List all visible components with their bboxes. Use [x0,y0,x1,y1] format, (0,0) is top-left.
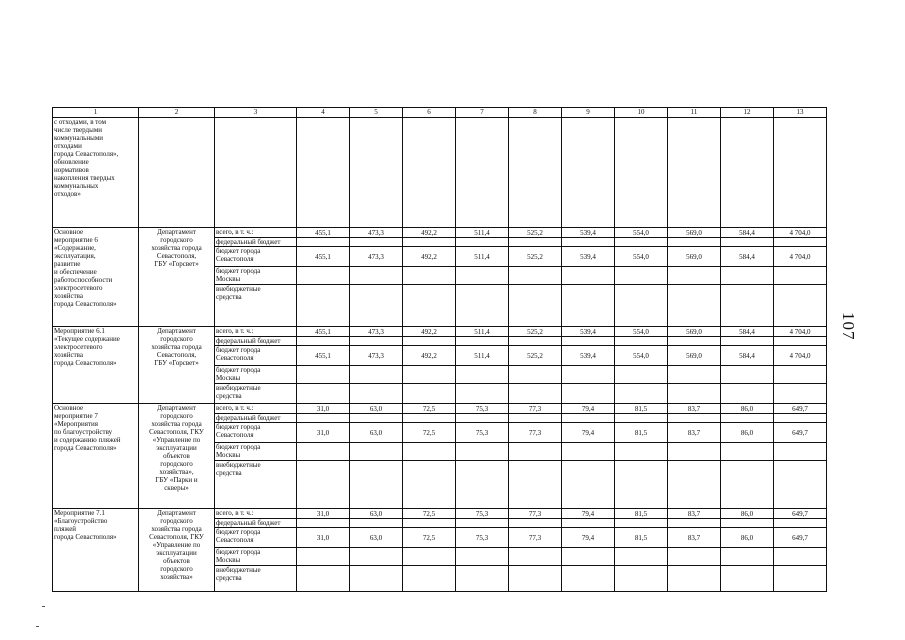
value-cell: 492,2 [403,327,456,337]
header-cell: 12 [721,108,774,118]
table-row [53,509,827,519]
value-cell [721,443,774,461]
value-cell [456,285,509,327]
value-cell [297,238,350,247]
value-cell [615,337,668,346]
funding-source-cell: федеральный бюджет [215,414,297,423]
table-row [53,404,827,414]
value-cell: 539,4 [562,346,615,366]
empty-cell [615,118,668,228]
value-cell: 539,4 [562,228,615,238]
value-cell [562,519,615,528]
value-cell [403,414,456,423]
value-cell: 4 704,0 [774,327,827,337]
value-cell [456,461,509,509]
value-cell: 79,4 [562,509,615,519]
funding-source-cell: бюджет города Москвы [215,443,297,461]
value-cell: 584,4 [721,247,774,267]
value-cell: 72,5 [403,509,456,519]
value-cell [615,267,668,285]
value-cell [668,384,721,404]
value-cell [615,461,668,509]
value-cell [509,566,562,592]
value-cell: 81,5 [615,509,668,519]
value-cell: 86,0 [721,509,774,519]
value-cell [297,285,350,327]
value-cell [562,285,615,327]
value-cell: 31,0 [297,509,350,519]
funding-source-cell: бюджет города Севастополя [215,528,297,548]
header-cell: 1 [53,108,139,118]
value-cell [509,548,562,566]
value-cell: 75,3 [456,423,509,443]
value-cell [668,519,721,528]
value-cell: 455,1 [297,247,350,267]
value-cell: 511,4 [456,247,509,267]
value-cell: 473,3 [350,327,403,337]
funding-source-cell: бюджет города Севастополя [215,423,297,443]
value-cell: 81,5 [615,404,668,414]
value-cell: 75,3 [456,528,509,548]
value-cell: 4 704,0 [774,228,827,238]
header-cell: 11 [668,108,721,118]
value-cell [562,366,615,384]
value-cell [774,238,827,247]
value-cell [297,337,350,346]
value-cell: 649,7 [774,423,827,443]
value-cell: 649,7 [774,509,827,519]
empty-cell [403,118,456,228]
value-cell [721,238,774,247]
table-row [53,327,827,337]
empty-cell [297,118,350,228]
header-cell: 5 [350,108,403,118]
value-cell: 455,1 [297,327,350,337]
value-cell: 569,0 [668,346,721,366]
value-cell [774,366,827,384]
value-cell: 77,3 [509,404,562,414]
funding-source-cell: федеральный бюджет [215,337,297,346]
value-cell: 86,0 [721,423,774,443]
funding-source-cell: бюджет города Москвы [215,548,297,566]
value-cell [403,238,456,247]
executor-cell: Департамент городского хозяйства города Севастополя, ГКУ «Управление по эксплуатации объектов городского хозяйства» [139,509,215,592]
header-cell: 8 [509,108,562,118]
scan-mark [42,606,45,607]
value-cell [509,337,562,346]
value-cell [456,366,509,384]
funding-source-cell: бюджет города Севастополя [215,247,297,267]
value-cell [403,548,456,566]
value-cell [774,461,827,509]
value-cell [297,267,350,285]
funding-source-cell: федеральный бюджет [215,519,297,528]
value-cell [668,443,721,461]
value-cell [774,443,827,461]
value-cell: 525,2 [509,346,562,366]
value-cell: 83,7 [668,528,721,548]
value-cell [721,461,774,509]
value-cell: 79,4 [562,423,615,443]
value-cell [456,566,509,592]
value-cell: 539,4 [562,247,615,267]
value-cell: 83,7 [668,509,721,519]
value-cell [350,384,403,404]
value-cell: 72,5 [403,423,456,443]
value-cell: 511,4 [456,346,509,366]
value-cell [350,548,403,566]
activity-cell: Основное мероприятие 6 «Содержание, эксплуатация, развитие и обеспечение работоспособности электросетевого хозяйства города Севастополя» [53,228,139,327]
value-cell: 86,0 [721,404,774,414]
value-cell: 31,0 [297,528,350,548]
header-cell: 6 [403,108,456,118]
value-cell [615,566,668,592]
value-cell [774,414,827,423]
value-cell [721,366,774,384]
value-cell [350,238,403,247]
value-cell [562,384,615,404]
value-cell [350,337,403,346]
value-cell [297,548,350,566]
value-cell [350,414,403,423]
funding-source-cell: внебюджетные средства [215,461,297,509]
activity-cell: Мероприятие 6.1 «Текущее содержание электросетевого хозяйства города Севастополя» [53,327,139,404]
value-cell: 81,5 [615,528,668,548]
value-cell [297,519,350,528]
value-cell [509,443,562,461]
value-cell [774,548,827,566]
empty-cell [139,118,215,228]
value-cell [615,285,668,327]
value-cell [403,384,456,404]
value-cell [403,337,456,346]
empty-cell [350,118,403,228]
value-cell [403,285,456,327]
value-cell: 554,0 [615,247,668,267]
value-cell: 554,0 [615,346,668,366]
value-cell [562,461,615,509]
header-row [53,108,827,118]
value-cell: 492,2 [403,228,456,238]
value-cell [456,238,509,247]
value-cell [562,337,615,346]
value-cell [509,384,562,404]
value-cell [774,267,827,285]
value-cell: 649,7 [774,404,827,414]
header-cell: 10 [615,108,668,118]
value-cell [509,267,562,285]
value-cell [350,519,403,528]
value-cell [403,366,456,384]
value-cell: 77,3 [509,528,562,548]
funding-source-cell: бюджет города Москвы [215,267,297,285]
funding-source-cell: бюджет города Москвы [215,366,297,384]
value-cell [615,519,668,528]
empty-cell [456,118,509,228]
value-cell [721,566,774,592]
value-cell [615,443,668,461]
value-cell [774,566,827,592]
header-cell: 3 [215,108,297,118]
value-cell [562,443,615,461]
header-cell: 13 [774,108,827,118]
value-cell: 455,1 [297,346,350,366]
value-cell [668,238,721,247]
value-cell: 83,7 [668,423,721,443]
value-cell [456,519,509,528]
funding-source-cell: внебюджетные средства [215,285,297,327]
value-cell [668,548,721,566]
value-cell: 554,0 [615,228,668,238]
empty-cell [562,118,615,228]
value-cell: 4 704,0 [774,247,827,267]
value-cell: 511,4 [456,228,509,238]
value-cell [456,548,509,566]
value-cell [562,238,615,247]
empty-cell [215,118,297,228]
value-cell [668,566,721,592]
value-cell: 31,0 [297,404,350,414]
value-cell: 77,3 [509,423,562,443]
value-cell: 569,0 [668,327,721,337]
value-cell [297,384,350,404]
value-cell: 584,4 [721,346,774,366]
value-cell [721,519,774,528]
empty-cell [668,118,721,228]
value-cell [297,414,350,423]
value-cell [403,461,456,509]
executor-cell: Департамент городского хозяйства города Севастополя, ГБУ «Горсвет» [139,327,215,404]
value-cell: 584,4 [721,228,774,238]
value-cell: 492,2 [403,247,456,267]
value-cell: 584,4 [721,327,774,337]
value-cell: 473,3 [350,247,403,267]
funding-source-cell: всего, в т. ч.: [215,509,297,519]
value-cell: 31,0 [297,423,350,443]
value-cell [721,548,774,566]
value-cell: 473,3 [350,228,403,238]
value-cell: 77,3 [509,509,562,519]
value-cell [668,285,721,327]
funding-source-cell: всего, в т. ч.: [215,404,297,414]
value-cell [509,366,562,384]
value-cell: 79,4 [562,528,615,548]
value-cell: 79,4 [562,404,615,414]
empty-cell [721,118,774,228]
value-cell: 455,1 [297,228,350,238]
value-cell [721,384,774,404]
scan-mark [36,626,39,627]
activity-cell: Мероприятие 7.1 «Благоустройство пляжей города Севастополя» [53,509,139,592]
value-cell [562,267,615,285]
value-cell: 63,0 [350,423,403,443]
value-cell [615,414,668,423]
value-cell [562,566,615,592]
value-cell: 569,0 [668,228,721,238]
header-cell: 9 [562,108,615,118]
value-cell [509,461,562,509]
value-cell: 75,3 [456,404,509,414]
value-cell [721,414,774,423]
value-cell: 525,2 [509,228,562,238]
value-cell [615,366,668,384]
value-cell: 525,2 [509,327,562,337]
value-cell: 511,4 [456,327,509,337]
value-cell: 86,0 [721,528,774,548]
value-cell: 554,0 [615,327,668,337]
value-cell: 569,0 [668,247,721,267]
value-cell [615,384,668,404]
value-cell [456,443,509,461]
header-cell: 2 [139,108,215,118]
funding-source-cell: внебюджетные средства [215,566,297,592]
value-cell [774,384,827,404]
value-cell: 72,5 [403,404,456,414]
value-cell: 72,5 [403,528,456,548]
value-cell [668,366,721,384]
table-row [53,118,827,228]
value-cell [668,414,721,423]
value-cell [774,337,827,346]
value-cell [774,285,827,327]
value-cell [297,443,350,461]
value-cell: 539,4 [562,327,615,337]
value-cell [297,366,350,384]
value-cell [350,566,403,592]
table-row [53,228,827,238]
value-cell: 81,5 [615,423,668,443]
value-cell [456,384,509,404]
value-cell: 4 704,0 [774,346,827,366]
value-cell [403,267,456,285]
activity-cell: Основное мероприятие 7 «Мероприятия по благоустройству и содержанию пляжей города Севастополя» [53,404,139,509]
value-cell [456,267,509,285]
value-cell: 649,7 [774,528,827,548]
value-cell [350,461,403,509]
empty-cell [774,118,827,228]
value-cell [509,414,562,423]
value-cell [509,519,562,528]
value-cell [297,461,350,509]
value-cell [456,337,509,346]
value-cell [668,461,721,509]
value-cell [350,267,403,285]
value-cell [562,414,615,423]
value-cell [509,238,562,247]
value-cell [668,267,721,285]
value-cell [350,285,403,327]
funding-source-cell: федеральный бюджет [215,238,297,247]
value-cell: 63,0 [350,528,403,548]
header-cell: 7 [456,108,509,118]
value-cell [774,519,827,528]
value-cell [562,548,615,566]
value-cell: 63,0 [350,509,403,519]
funding-source-cell: всего, в т. ч.: [215,327,297,337]
value-cell [721,267,774,285]
value-cell [403,443,456,461]
value-cell [403,566,456,592]
header-cell: 4 [297,108,350,118]
value-cell [297,566,350,592]
value-cell: 63,0 [350,404,403,414]
activity-cell: с отходами, в том числе твердыми коммунальными отходами города Севастополя», обновление нормативов накопления твердых коммунальных отходов» [53,118,139,228]
value-cell: 83,7 [668,404,721,414]
funding-source-cell: бюджет города Севастополя [215,346,297,366]
value-cell: 492,2 [403,346,456,366]
executor-cell: Департамент городского хозяйства города Севастополя, ГКУ «Управление по эксплуатации объектов городского хозяйства», ГБУ «Парки и скверы» [139,404,215,509]
value-cell: 75,3 [456,509,509,519]
funding-source-cell: всего, в т. ч.: [215,228,297,238]
value-cell: 525,2 [509,247,562,267]
executor-cell: Департамент городского хозяйства города Севастополя, ГБУ «Горсвет» [139,228,215,327]
funding-source-cell: внебюджетные средства [215,384,297,404]
value-cell [350,366,403,384]
value-cell [615,238,668,247]
value-cell [668,337,721,346]
empty-cell [509,118,562,228]
value-cell [721,337,774,346]
value-cell [721,285,774,327]
value-cell [509,285,562,327]
value-cell [350,443,403,461]
value-cell [615,548,668,566]
value-cell [403,519,456,528]
value-cell: 473,3 [350,346,403,366]
page-number: 107 [839,312,858,341]
budget-table [52,107,827,592]
value-cell [456,414,509,423]
